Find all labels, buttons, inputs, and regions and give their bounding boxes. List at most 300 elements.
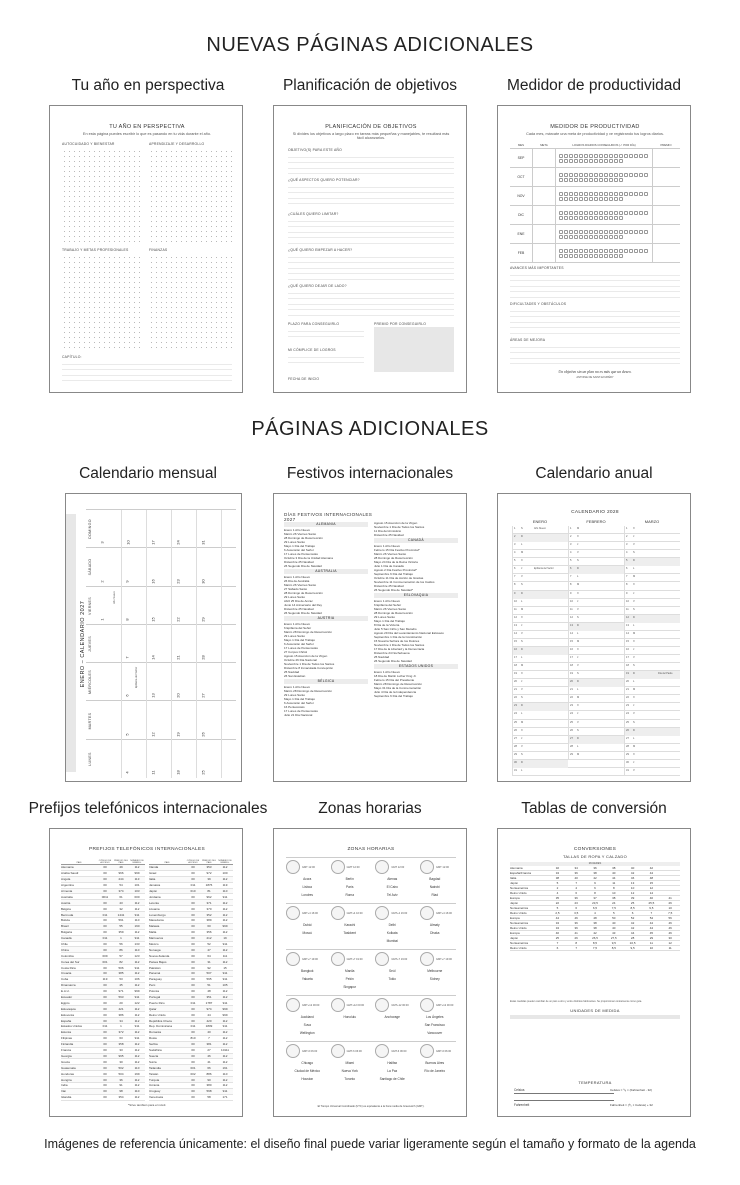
phone-cell: 00 [103,1042,107,1047]
phone-cell: 57 [119,953,123,958]
phone-cell: Rep. Dominicana [149,1024,173,1029]
phone-cell: 49 [119,865,123,870]
timezone-time: GMT+7 19:00 [346,957,363,961]
productivity-checkboxes [556,230,652,239]
phone-cell: Filipinas [61,1036,73,1041]
holiday-line: 29 Lunes Santo [284,634,306,638]
productivity-reward-cell [652,149,680,168]
holiday-line: Enero 1 Año Nuevo [284,622,311,626]
annual-day-letter: M [633,575,636,579]
checkbox [579,216,583,220]
conversion-cell: 14 [649,891,654,895]
timezone-clock [286,952,322,966]
conversion-cell: 41 [668,896,672,900]
monthly-grid-line [171,625,172,663]
checkbox [584,178,588,182]
phone-cell: 386 [118,1012,124,1017]
holiday-line: Enero 1 Año Nuevo [284,575,311,579]
timezone-cities [286,920,456,946]
conversion-cell: 10 [649,946,654,950]
checkbox [569,230,573,234]
goals-lines [288,352,364,368]
holiday-line: Febrero 15 Día Festivo Provincial* [374,548,420,552]
checkbox [574,173,578,177]
phone-cell: 61 [119,894,123,899]
conversion-cell: 42 [593,876,597,880]
phone-cell: 00 [103,900,107,905]
conversion-cell: 6 [594,886,596,890]
checkbox [614,178,618,182]
conversion-cell: 7,5 [611,906,616,910]
annual-day-letter: X [633,639,635,643]
phone-cell: Argentina [61,883,74,888]
annual-day-number: 23 [570,704,573,708]
annual-day-letter: M [521,607,524,611]
holiday-line: Septiembre 6 Día del Trabajo [374,694,414,698]
timezone-city: Río de Janeiro [424,1069,446,1073]
annual-cell [624,744,680,752]
annual-day-number: 4 [626,551,628,555]
conversion-cell: 7 [575,881,578,885]
annual-day-number: 17 [570,656,573,660]
annual-day-letter: J [633,647,635,651]
productivity-reward-cell [652,244,680,263]
conversion-cell: 26 [668,901,672,905]
monthly-grid-line [121,625,122,663]
checkbox [584,192,588,196]
phone-column-header: PREFIJO DEL PAÍS [113,860,129,864]
phone-row [149,1095,233,1101]
productivity-goal-cell [532,168,556,187]
annual-cell [512,550,568,558]
monthly-grid-line [171,663,172,701]
timezone-clock-row [286,906,456,920]
year-label-learning: APRENDIZAJE Y DESARROLLO [149,142,205,146]
monthly-grid-line [171,510,172,548]
goals-label-limit: ¿CUÁLES QUIERO LIMITAR? [288,212,339,216]
annual-day-number: 31 [626,768,629,772]
monthly-day-number: 13 [150,693,156,699]
checkbox [619,230,623,234]
conversion-cell: Japón [510,881,519,885]
phone-cell: 112 [222,900,228,905]
timezone-city: San Francisco [424,1023,445,1027]
phone-cell: 55 [119,924,123,929]
phone-cell: 810 [190,1036,196,1041]
conversion-cell: 36 [574,871,578,875]
phone-cell: 112 [222,912,228,917]
timezone-time: GMT-6 06:00 [302,1049,318,1053]
annual-day-letter: S [577,559,579,563]
checkbox [624,192,628,196]
checkbox [559,178,563,182]
annual-day-number: 26 [626,728,629,732]
checkbox [634,249,638,253]
annual-cell [624,679,680,687]
annual-day-letter: X [633,696,635,700]
checkbox [644,230,648,234]
phone-cell: 111 [222,953,228,958]
phone-cell: 911 [222,977,228,982]
holiday-country: AUSTRIA [284,616,368,621]
phone-cell: 60 [207,924,211,929]
timezone-time: GMT+12 00:00 [435,1003,454,1007]
phone-cell: 00 [191,953,195,958]
holiday-line: Enero 1 Año Nuevo [284,528,311,532]
phone-cell: 507 [206,971,212,976]
phone-cell: 372 [118,1030,124,1035]
holiday-line: Enero 1 Año Nuevo [284,685,311,689]
checkbox [644,192,648,196]
conversion-cell: 26 [574,936,578,940]
phone-cell: 58 [207,1095,211,1100]
conversion-cell: 52 [630,916,635,920]
checkbox [584,216,588,220]
holiday-line: 28 Domingo de Resurrección [284,536,323,540]
annual-cell [624,623,680,631]
annual-day-number: 2 [514,535,516,539]
checkbox [584,211,588,215]
annual-cell [568,591,624,599]
annual-row [512,542,680,550]
conversion-cell: 6 [556,946,559,950]
annual-day-number: 10 [626,599,629,603]
checkbox [584,173,588,177]
phone-cell: 002 [190,1071,196,1076]
phone-cell: Hungría [61,1077,72,1082]
checkbox [609,235,613,239]
checkbox [569,216,573,220]
holiday-line: 27 Sábado Santo [284,587,308,591]
holiday-line: 17 Lunes de Pentecostés [284,552,318,556]
phone-cell: Luxemburgo [149,912,166,917]
holiday-line: 25 Navidad [374,655,390,659]
timezone-city: Dubái [303,923,312,927]
holiday-line: Agosto 29 Día del Levantamiento Nacional Eslovaco [374,631,444,635]
annual-day-number: 18 [514,664,517,668]
phone-cell: 011 [190,1000,196,1005]
annual-row [512,655,680,663]
productivity-reward-cell [652,206,680,225]
annual-day-letter: L [577,575,579,579]
checkbox [639,173,643,177]
phone-cell: 351 [206,995,212,1000]
holiday-line: 26 Segundo Día de Navidad* [374,588,413,592]
annual-cell [512,623,568,631]
phone-cell: 00 [103,1000,107,1005]
annual-cell [512,703,568,711]
phone-cell: 00 [103,989,107,994]
annual-cell [568,607,624,615]
phone-cell: 112 [134,1006,140,1011]
phone-cell: Francia [61,1048,72,1053]
productivity-row [510,187,680,206]
checkbox [614,192,618,196]
monthly-day-label: MARTES [88,712,92,729]
annual-day-number: 16 [514,647,517,651]
holiday-line: Agosto 15 Asunción de la Virgen [374,521,418,525]
annual-day-letter: V [577,664,579,668]
phone-cell: 352 [206,912,212,917]
monthly-day-band [86,586,236,624]
monthly-grid-line [171,548,172,586]
annual-day-letter: V [577,607,579,611]
conversion-cell: Japón [510,901,519,905]
clock-icon [420,998,434,1012]
timezone-city: Atenas [387,877,398,881]
timezone-city: Miami [345,1061,354,1065]
clock-icon [331,998,345,1012]
phone-cell: 911 [222,894,228,899]
phone-cell: Turquía [149,1077,160,1082]
timezone-city [329,1023,372,1027]
annual-day-number: 13 [514,623,517,627]
phone-cell: 911 [134,1036,140,1041]
phone-cell: 53 [119,977,123,982]
checkbox [564,211,568,215]
monthly-day-band [86,509,236,547]
checkbox [599,178,603,182]
monthly-grid-line [146,701,147,739]
checkbox [564,154,568,158]
phone-cell: 112 [134,1077,140,1082]
checkbox [599,173,603,177]
conversion-cell: 36 [593,866,597,870]
annual-day-letter: X [577,704,579,708]
phone-cell: 110 [222,1071,228,1076]
card-title-monthly: Calendario mensual [79,465,217,482]
conversion-cell: 4 [575,886,578,890]
timezone-city [371,985,414,989]
conversion-cell: 40 [630,866,635,870]
checkbox [604,216,608,220]
checkbox [594,249,598,253]
timezone-clock [375,952,411,966]
annual-day-letter: L [633,623,635,627]
annual-day-number: 18 [626,664,629,668]
phone-cell: 44 [207,1012,211,1017]
holiday-line: Junio 14 Aniversario del Rey [284,603,323,607]
phone-cell: 00 [103,930,107,935]
conversion-formula-c: Celsius = ⁵⁄₉ × (Fahrenheit - 32) [610,1088,652,1092]
checkbox [564,159,568,163]
holiday-line: 6 Ascensión del Señor [284,548,314,552]
productivity-goal-cell [532,206,556,225]
clock-icon [420,860,434,874]
checkbox [619,211,623,215]
monthly-grid-line [196,548,197,586]
annual-day-letter: S [577,728,579,732]
checkbox [589,211,593,215]
phone-cell: 64 [207,953,211,958]
card-title-goals: Planificación de objetivos [282,77,458,94]
holiday-line: Agosto 2 Día Festivo Provincial* [374,568,417,572]
phone-cell: Canadá [61,936,72,941]
annual-day-number: 9 [626,591,628,595]
phone-cell: 00 [103,1018,107,1023]
annual-day-number: 29 [514,752,517,756]
phone-cell: 011 [102,912,108,917]
holiday-line: Octubre 26 Día Nacional [284,658,317,662]
phone-cell: 1787 [205,1000,213,1005]
conversion-cell: 40 [555,931,560,935]
checkbox [599,159,603,163]
productivity-lines [510,270,680,298]
conversion-cell: 5 [556,906,559,910]
annual-day-number: 22 [514,696,517,700]
year-page [49,105,243,393]
annual-cell [512,599,568,607]
phone-cell: 00 [191,1059,195,1064]
phone-cell: 112 [222,1059,228,1064]
phone-cell: 001 [190,1065,196,1070]
annual-row [512,768,680,776]
annual-day-number: 10 [514,599,517,603]
annual-cell [512,639,568,647]
checkbox [639,249,643,253]
checkbox [584,249,588,253]
holiday-line: 29 Lunes Santo [374,615,396,619]
productivity-row [510,206,680,225]
phone-cell: 112 [134,906,140,911]
annual-row [512,744,680,752]
phone-cell: 000 [134,894,140,899]
phone-cell: Portugal [149,995,161,1000]
annual-row [512,591,680,599]
annual-day-letter: M [577,527,580,530]
holiday-line: Diciembre 24 Nochebuena [374,651,410,655]
conversion-note: Estas medidas pueden cambiar de un país a otro y entre distintos fabricantes. Se proporcionan únicamente como guía. [510,1000,643,1003]
phone-cell: 911 [222,1089,228,1094]
checkbox [579,173,583,177]
productivity-label-progress: AVANCES MÁS IMPORTANTES [510,266,564,270]
phone-cell: 00 [103,877,107,882]
annual-cell [512,607,568,615]
phone-cell: 112 [222,1018,228,1023]
phone-cell: 00 [103,883,107,888]
productivity-label-obstacles: DIFICULTADES Y OBSTÁCULOS [510,302,567,306]
checkbox [589,197,593,201]
monthly-day-number: 28 [200,655,206,660]
annual-row [512,663,680,671]
phone-cell: Polonia [149,989,160,994]
timezone-clock [286,860,322,874]
checkbox [604,235,608,239]
phone-cell: Ecuador [61,995,73,1000]
holiday-line: Julio 1 Día de Canadá [374,564,404,568]
conversion-cell: 25 [630,901,635,905]
annual-day-number: 7 [514,575,516,579]
checkbox [639,192,643,196]
timezone-city: Chicago [301,1061,314,1065]
checkbox [574,230,578,234]
holiday-line: 15 Nuestra Señora de los Dolores [374,639,420,643]
phone-cell: 00 [191,1018,195,1023]
annual-day-number: 2 [626,535,628,539]
conversion-cell: 26,5 [592,936,598,940]
year-dot-grid [62,255,142,350]
checkbox [569,254,573,258]
annual-day-letter: L [521,768,523,772]
annual-day-number: 5 [514,559,516,563]
checkbox [599,249,603,253]
productivity-reward-cell [652,225,680,244]
conversion-cell: 36 [574,926,578,930]
phone-cell: 00 [103,995,107,1000]
holiday-line: Diciembre 25 Navidad [284,607,314,611]
checkbox [579,249,583,253]
holiday-line: Noviembre 1 Día de Todos los Santos [284,662,335,666]
phone-cell: 1441 [117,912,125,917]
conversion-cell: Europa [510,916,520,920]
checkbox [614,254,618,258]
conversion-cell: Reino Unido [510,911,527,915]
phone-page [49,828,243,1117]
annual-page-title: CALENDARIO 2028 [571,510,619,515]
checkbox [594,192,598,196]
monthly-title-bar [66,514,76,772]
annual-row [512,607,680,615]
conversion-cell: 43 [612,931,616,935]
conversion-cell: 44 [649,871,654,875]
holiday-country: AUSTRALIA [284,569,368,574]
timezone-clock [420,998,456,1012]
conversion-cell: 42 [630,871,635,875]
checkbox [609,249,613,253]
phone-cell: Estados Unidos [61,1024,83,1029]
monthly-day-number: 4 [124,771,130,774]
annual-cell [624,663,680,671]
annual-row [512,720,680,728]
conversion-cell: 9,5 [649,906,654,910]
checkbox [559,192,563,196]
phone-cell: 122 [134,1000,140,1005]
timezone-city: Sídney [429,977,440,981]
monthly-note: Año Nuevo [112,590,116,604]
phone-cell: 00 [103,971,107,976]
phone-cell: 66 [207,1065,211,1070]
conversion-cell: 9 [594,881,596,885]
goals-page [273,105,467,393]
annual-day-letter: S [577,672,579,676]
productivity-reward-cell [652,187,680,206]
year-lines [62,359,232,381]
annual-cell [624,566,680,574]
checkbox [629,192,633,196]
timezone-clock [420,952,456,966]
phone-cell: 00 [191,1095,195,1100]
holidays-column-left [284,521,368,717]
monthly-day-label: JUEVES [88,636,92,652]
annual-cell [512,542,568,550]
timezone-time: GMT 12:00 [346,865,360,869]
conversion-units-title: UNIDADES DE MEDIDA [570,1008,620,1013]
checkbox [564,216,568,220]
phone-cell: Georgia [61,1053,72,1058]
annual-day-number: 31 [514,768,517,772]
phone-cell: 420 [206,1018,212,1023]
checkbox [604,159,608,163]
goals-page-subtitle: Si divides los objetivos a largo plazo en tareas más pequeñas y manejables, te resultará más fácil alcanzarlos. [292,132,450,140]
timezone-group [286,857,456,900]
checkbox [619,154,623,158]
phone-cell: 009 [102,953,108,958]
conversion-cell: 41 [574,931,578,935]
conversion-cell: Reino Unido [510,926,527,930]
annual-day-number: 18 [570,664,573,668]
conversion-row [510,946,680,951]
annual-cell [568,631,624,639]
